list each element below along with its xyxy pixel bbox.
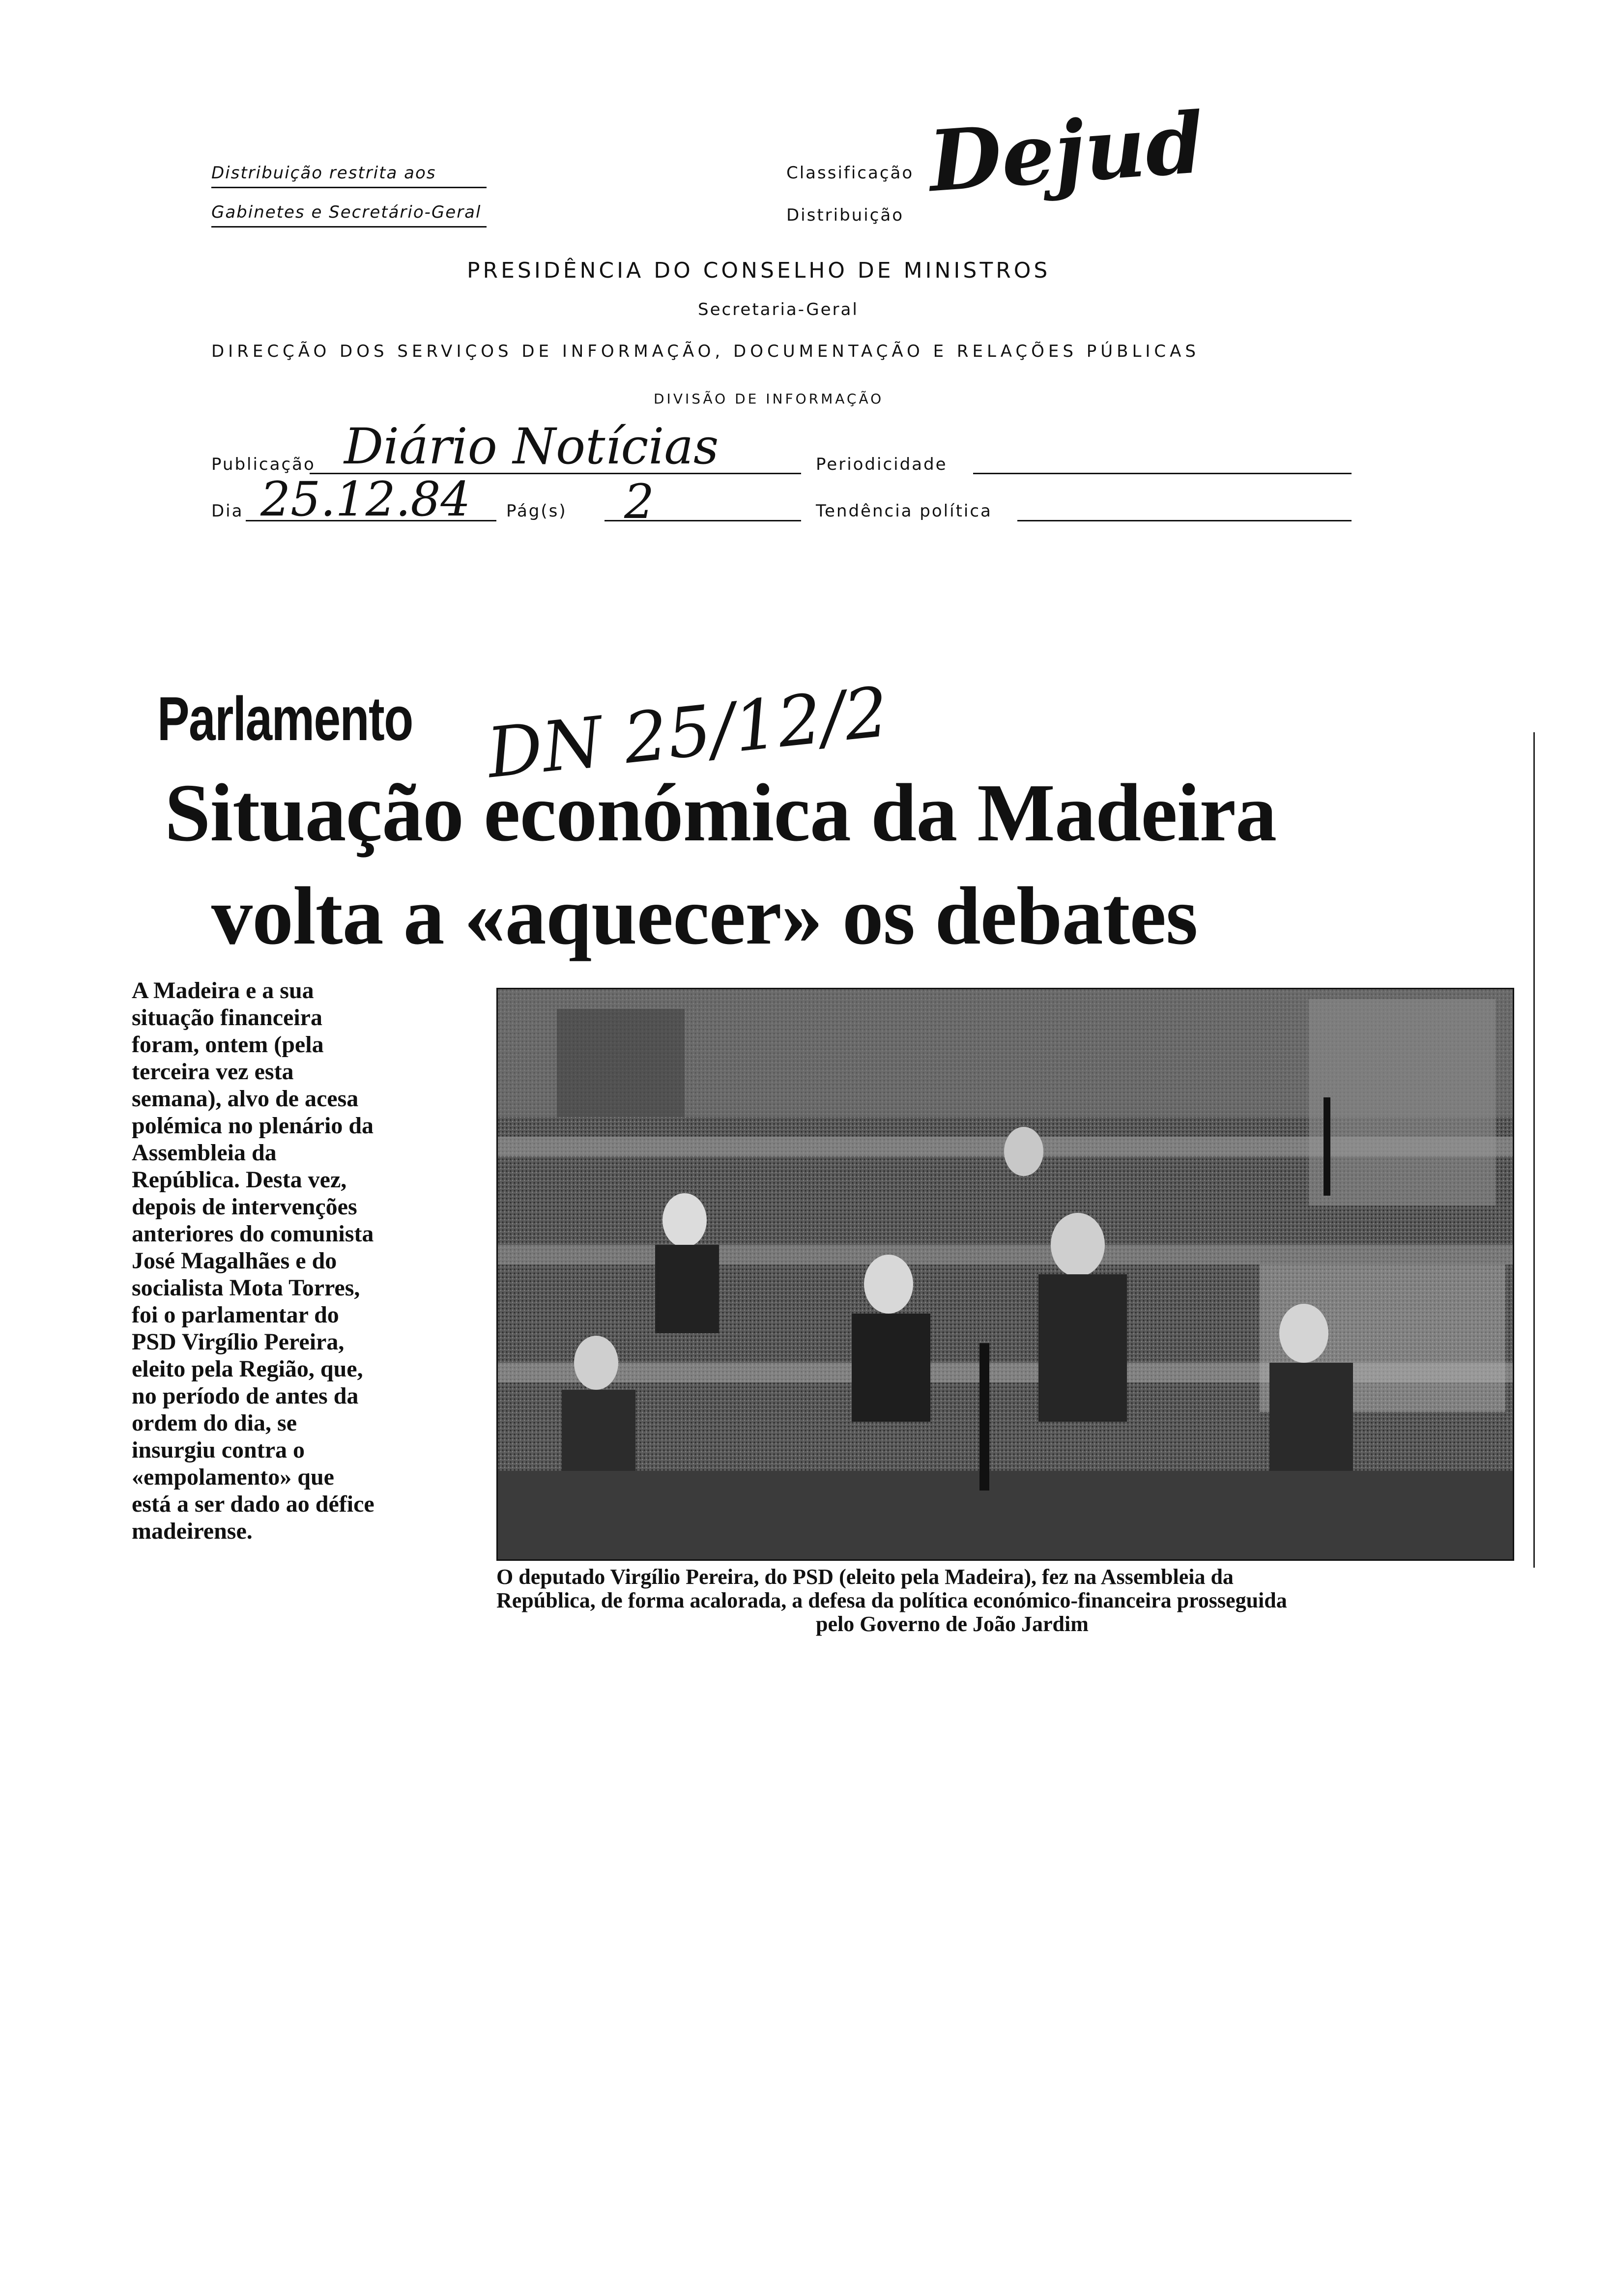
page-underline xyxy=(604,520,801,521)
publication-label: Publicação xyxy=(211,455,316,474)
article-body xyxy=(132,977,476,1545)
body-line: depois de intervenções xyxy=(132,1194,357,1220)
divider xyxy=(211,226,487,228)
body-line: polémica no plenário da xyxy=(132,1113,374,1139)
page-handwriting: 2 xyxy=(624,474,655,529)
page-label: Pág(s) xyxy=(506,501,567,521)
publication-handwriting: Diário Notícias xyxy=(344,418,719,475)
distribution-restricted-line2: Gabinetes e Secretário-Geral xyxy=(211,202,482,222)
body-line: foram, ontem (pela xyxy=(132,1032,324,1058)
photo-illustration xyxy=(498,989,1513,1559)
periodicity-underline xyxy=(973,473,1352,474)
body-line: José Magalhães e do xyxy=(132,1248,337,1274)
headline-line-1: Situação económica da Madeira xyxy=(165,767,1277,859)
body-line: «empolamento» que xyxy=(132,1464,334,1490)
section-label: Parlamento xyxy=(157,684,413,753)
body-line: anteriores do comunista xyxy=(132,1221,374,1247)
body-line: no período de antes da xyxy=(132,1383,359,1409)
caption-line-3: pelo Governo de João Jardim xyxy=(816,1612,1089,1636)
body-line: semana), alvo de acesa xyxy=(132,1086,359,1112)
body-line: madeirense. xyxy=(132,1518,253,1544)
body-line: terceira vez esta xyxy=(132,1059,294,1085)
body-line: eleito pela Região, que, xyxy=(132,1356,363,1382)
clipping-edge xyxy=(1533,732,1535,1568)
division-line: DIVISÃO DE INFORMAÇÃO xyxy=(654,391,884,407)
body-line: está a ser dado ao défice xyxy=(132,1491,374,1517)
distribution-label: Distribuição xyxy=(786,205,904,225)
body-line: República. Desta vez, xyxy=(132,1167,347,1193)
classification-label: Classificação xyxy=(786,163,914,183)
tendency-underline xyxy=(1017,520,1352,521)
day-label: Dia xyxy=(211,501,244,521)
distribution-restricted-line1: Distribuição restrita aos xyxy=(211,163,436,183)
body-line: socialista Mota Torres, xyxy=(132,1275,360,1301)
divider xyxy=(211,187,487,188)
directorate-line: DIRECÇÃO DOS SERVIÇOS DE INFORMAÇÃO, DOCUMENTAÇÃO E RELAÇÕES PÚBLICAS xyxy=(211,342,1200,361)
page-subtitle: Secretaria-Geral xyxy=(698,300,859,319)
body-line: foi o parlamentar do xyxy=(132,1302,339,1328)
photo-caption xyxy=(496,1565,1514,1636)
caption-line-2: República, de forma acalorada, a defesa da política económico-financeira prosseguida xyxy=(496,1588,1287,1612)
headline-line-2: volta a «aquecer» os debates xyxy=(211,870,1198,962)
classification-handwriting: Dejud xyxy=(925,93,1207,211)
body-line: insurgiu contra o xyxy=(132,1437,305,1463)
caption-line-1: O deputado Virgílio Pereira, do PSD (eleito pela Madeira), fez na Assembleia da xyxy=(496,1565,1234,1589)
body-line: situação financeira xyxy=(132,1004,322,1031)
day-handwriting: 25.12.84 xyxy=(260,472,471,527)
page-title: PRESIDÊNCIA DO CONSELHO DE MINISTROS xyxy=(467,258,1051,283)
handwritten-date-reference: DN 25/12/2 xyxy=(483,672,892,794)
day-underline xyxy=(246,520,496,521)
periodicity-label: Periodicidade xyxy=(816,455,948,474)
news-photo xyxy=(496,988,1514,1561)
body-line: Assembleia da xyxy=(132,1140,277,1166)
body-line: PSD Virgílio Pereira, xyxy=(132,1329,345,1355)
tendency-label: Tendência política xyxy=(816,501,992,521)
body-line: A Madeira e a sua xyxy=(132,977,314,1004)
body-line: ordem do dia, se xyxy=(132,1410,297,1436)
